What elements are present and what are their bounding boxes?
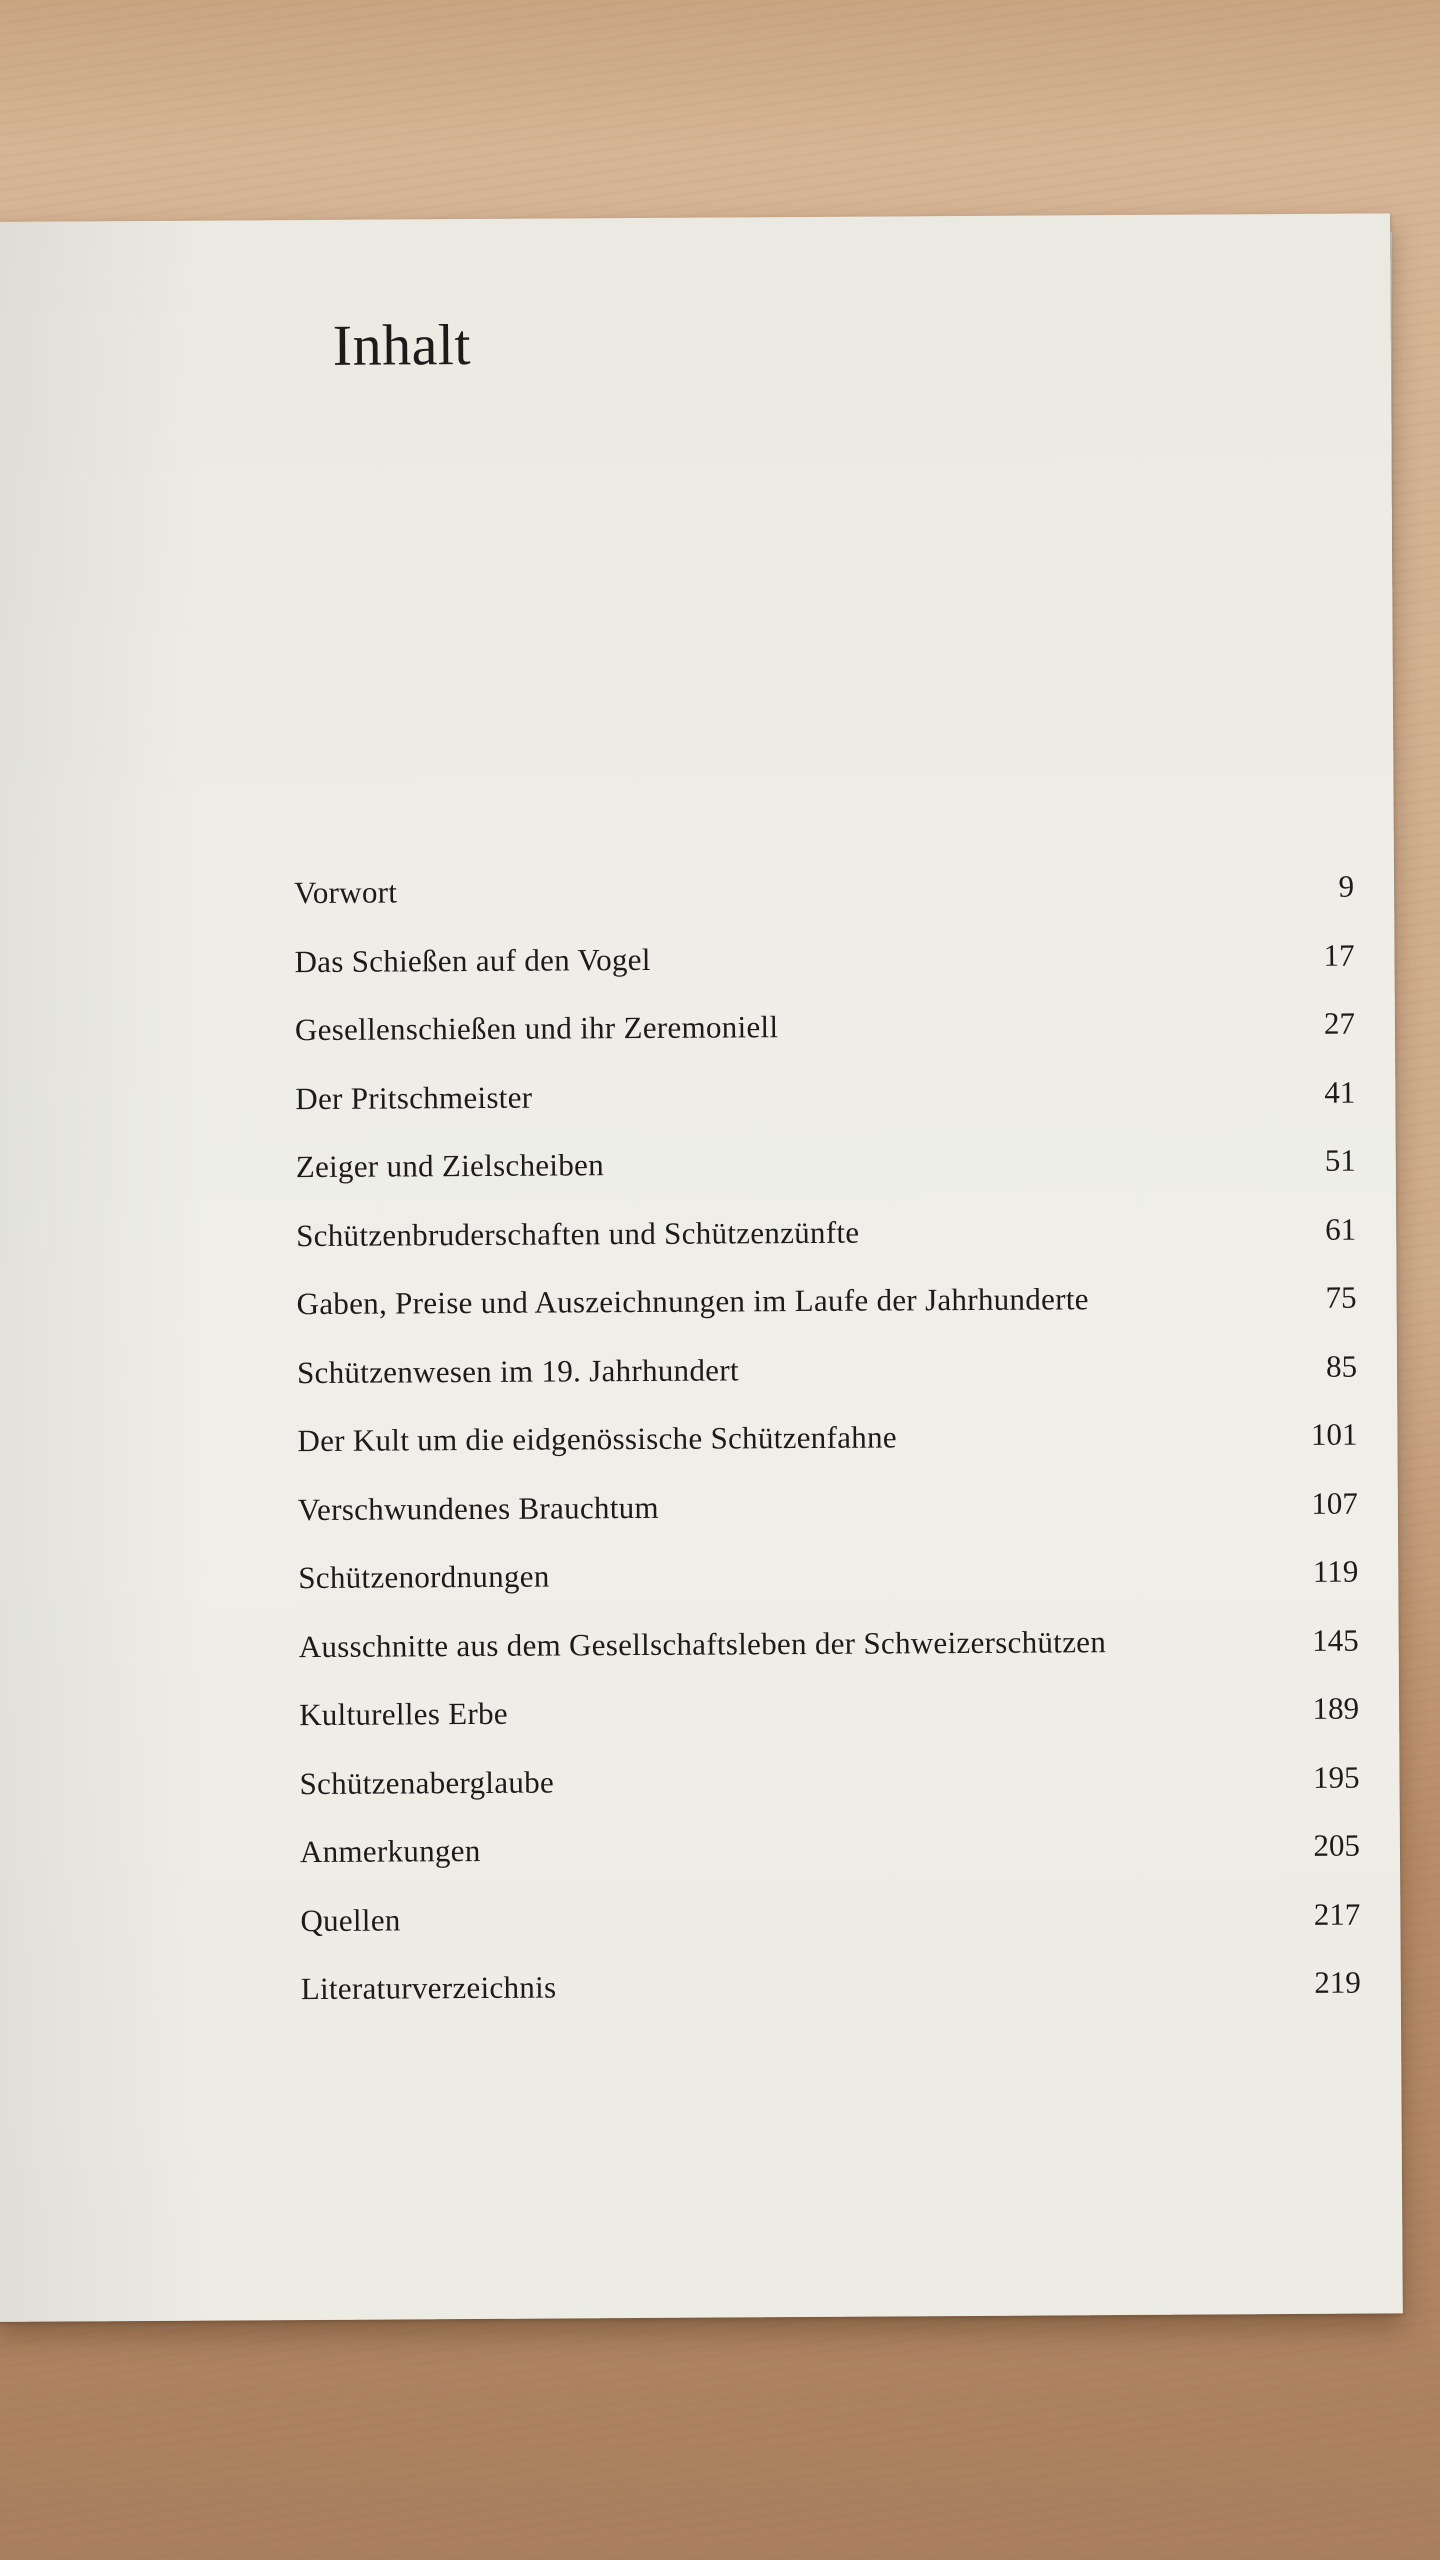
toc-entry — [294, 937, 1354, 1012]
toc-entry — [296, 1211, 1356, 1286]
toc-entry-page: 189 — [1312, 1690, 1360, 1726]
toc-entry — [294, 869, 1354, 944]
toc-entry-page: 119 — [1312, 1553, 1359, 1589]
toc-entry-title: Das Schießen auf den Vogel — [294, 941, 651, 979]
toc-entry-page: 9 — [1338, 868, 1355, 904]
toc-entry-page: 75 — [1325, 1279, 1357, 1315]
toc-entry-title: Schützenbruderschaften und Schützenzünfte — [296, 1214, 860, 1253]
toc-entry-title: Zeiger und Zielscheiben — [295, 1147, 605, 1185]
toc-entry — [299, 1691, 1359, 1766]
toc-entry — [295, 1006, 1355, 1081]
toc-entry — [299, 1759, 1359, 1834]
toc-entry-page: 85 — [1325, 1348, 1358, 1384]
toc-entry-page: 17 — [1323, 937, 1355, 973]
page-title: Inhalt — [332, 312, 472, 378]
toc-entry — [298, 1485, 1358, 1560]
toc-entry-title: Schützenwesen im 19. Jahrhundert — [296, 1351, 739, 1390]
toc-entry — [295, 1074, 1355, 1149]
table-of-contents — [294, 869, 1361, 2040]
toc-entry-page: 205 — [1313, 1827, 1361, 1863]
toc-entry — [297, 1280, 1357, 1355]
toc-entry-title: Der Pritschmeister — [295, 1079, 533, 1116]
toc-entry-title: Gesellenschießen und ihr Zeremoniell — [294, 1009, 779, 1048]
toc-entry-title: Ausschnitte aus dem Gesellschaftsleben der Schweizerschützen — [298, 1623, 1107, 1664]
toc-entry-page: 61 — [1325, 1211, 1357, 1247]
toc-entry — [300, 1896, 1360, 1971]
toc-entry — [297, 1348, 1357, 1423]
toc-entry-page: 27 — [1323, 1005, 1356, 1041]
toc-entry — [296, 1143, 1356, 1218]
toc-entry — [301, 1965, 1361, 2040]
toc-entry-title: Verschwundenes Brauchtum — [297, 1489, 659, 1527]
toc-entry — [300, 1828, 1360, 1903]
toc-entry-title: Kulturelles Erbe — [299, 1695, 509, 1733]
toc-entry-page: 217 — [1313, 1896, 1361, 1932]
toc-entry-page: 219 — [1314, 1964, 1361, 2000]
toc-entry-page: 101 — [1310, 1416, 1358, 1452]
toc-entry-page: 51 — [1324, 1142, 1356, 1178]
toc-entry — [297, 1417, 1357, 1492]
page-gutter-shadow — [0, 221, 213, 2322]
toc-entry-title: Schützenaberglaube — [299, 1764, 555, 1801]
toc-entry — [298, 1554, 1358, 1629]
toc-entry-title: Der Kult um die eidgenössische Schützenfahne — [297, 1419, 897, 1459]
toc-entry-title: Anmerkungen — [299, 1832, 481, 1870]
toc-entry-title: Gaben, Preise und Auszeichnungen im Laufe der Jahrhunderte — [296, 1281, 1089, 1322]
toc-entry-page: 41 — [1324, 1074, 1356, 1110]
book-page — [0, 213, 1403, 2322]
toc-entry-title: Vorwort — [293, 874, 398, 911]
toc-entry-page: 145 — [1312, 1622, 1359, 1658]
toc-entry — [299, 1622, 1359, 1697]
toc-entry-page: 107 — [1311, 1485, 1358, 1521]
toc-entry-page: 195 — [1312, 1759, 1360, 1795]
toc-entry-title: Literaturverzeichnis — [300, 1969, 557, 2007]
toc-entry-title: Quellen — [300, 1901, 401, 1938]
toc-entry-title: Schützenordnungen — [298, 1558, 550, 1596]
